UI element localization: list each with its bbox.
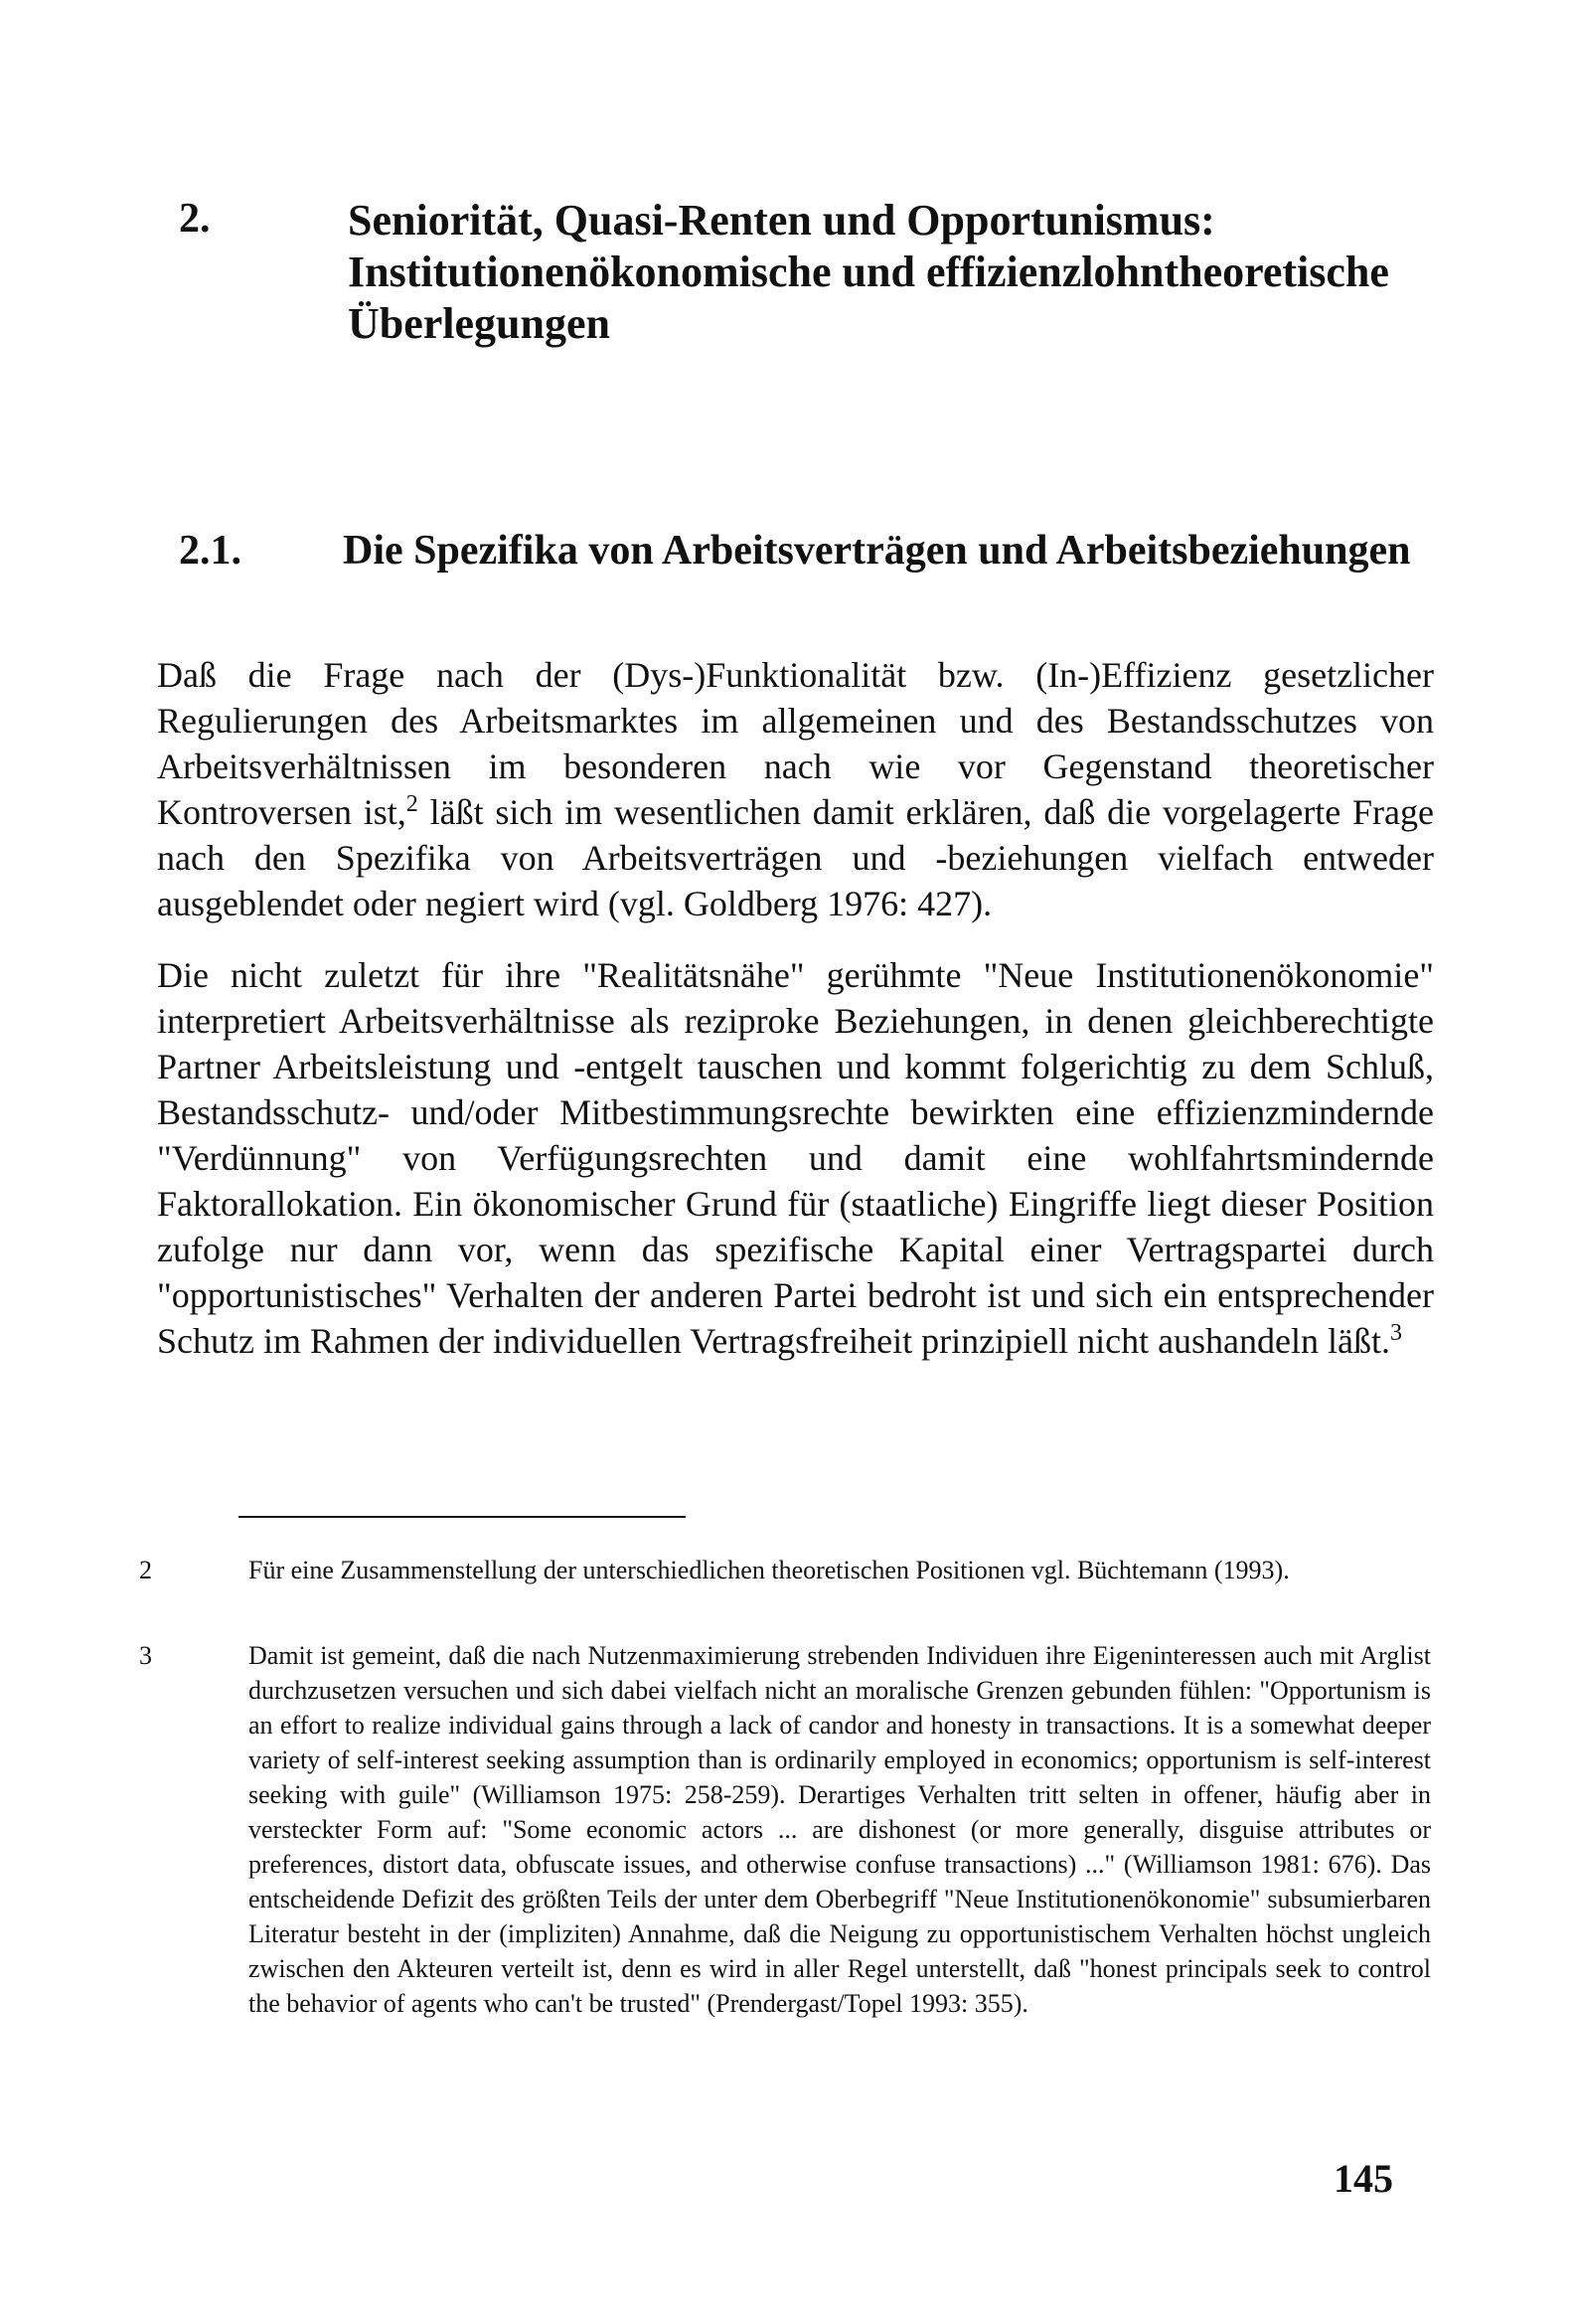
section-title: Seniorität, Quasi-Renten und Opportunismus: Institutionenökonomische und effizienzlohntheoretische Überlegungen (348, 196, 1389, 348)
footnote-ref-2: 2 (405, 791, 418, 817)
paragraph-2-text: Die nicht zuletzt für ihre "Realitätsnähe" gerühmte "Neue Institutionenökonomie" interpretiert Arbeitsverhältnisse als reziproke Beziehungen, in denen gleichberechtigte Partner Arbeitsleistung und -entgelt tauschen und kommt folgerichtig zu dem Schluß, Bestandsschutz- und/oder Mitbestimmungsrechte bewirkten eine effizienzmindernde "Verdünnung" von Verfügungsrechten und damit eine wohlfahrtsmindernde Faktorallokation. Ein ökonomischer Grund für (staatliche) Eingriffe liegt dieser Position zufolge nur dann vor, wenn das spezifische Kapital einer Vertragspartei durch "opportunistisches" Verhalten der anderen Partei bedroht ist und sich ein entsprechender Schutz im Rahmen der individuellen Vertragsfreiheit prinzipiell nicht aushandeln läßt. (157, 955, 1434, 1361)
footnote-text: Für eine Zusammenstellung der unterschiedlichen theoretischen Positionen vgl. Büchtemann (1993). (248, 1556, 1290, 1584)
subsection-number: 2.1. (179, 528, 241, 574)
footnote-ref-3: 3 (1390, 1320, 1402, 1346)
subsection-title: Die Spezifika von Arbeitsverträgen und Arbeitsbeziehungen (343, 528, 1411, 574)
page-number: 145 (1334, 2156, 1393, 2201)
paragraph-2 (157, 952, 1434, 1364)
section-number: 2. (179, 196, 211, 242)
paragraph-1 (157, 652, 1434, 926)
footnote-mark: 3 (139, 1641, 152, 1670)
footnote-mark: 2 (139, 1556, 152, 1584)
paragraph-1-text-b: läßt sich im wesentlichen damit erklären, daß die vorgelagerte Frage nach den Spezifika von Arbeitsverträgen und -beziehungen vielfach entweder ausgeblendet oder negiert wird (vgl. Goldberg 1976: 427). (157, 792, 1434, 923)
paragraph-1-text-a: Daß die Frage nach der (Dys-)Funktionalität bzw. (In-)Effizienz gesetzlicher Regulierungen des Arbeitsmarktes im allgemeinen und des Bestandsschutzes von Arbeitsverhältnissen im besonderen nach wie vor Gegenstand theoretischer Kontroversen ist, (157, 655, 1434, 832)
footnote-text: Damit ist gemeint, daß die nach Nutzenmaximierung strebenden Individuen ihre Eigeninteressen auch mit Arglist durchzusetzen versuchen und sich dabei vielfach nicht an moralische Grenzen gebunden fühlen: "Opportunism is an effort to realize individual gains through a lack of candor and honesty in transactions. It is a somewhat deeper variety of self-interest seeking assumption than is ordinarily employed in economics; opportunism is self-interest seeking with guile" (Williamson 1975: 258-259). Derartiges Verhalten tritt selten in offener, häufig aber in versteckter Form auf: "Some economic actors ... are dishonest (or more generally, disguise attributes or preferences, distort data, obfuscate issues, and otherwise confuse transactions) ..." (Williamson 1981: 676). Das entscheidende Defizit des größten Teils der unter dem Oberbegriff "Neue Institutionenökonomie" subsumierbaren Literatur besteht in der (impliziten) Annahme, daß die Neigung zu opportunistischem Verhalten höchst ungleich zwischen den Akteuren verteilt ist, denn es wird in aller Regel unterstellt, daß "honest principals seek to control the behavior of agents who can't be trusted" (Prendergast/Topel 1993: 355). (248, 1641, 1431, 2018)
footnote-separator (238, 1516, 686, 1518)
